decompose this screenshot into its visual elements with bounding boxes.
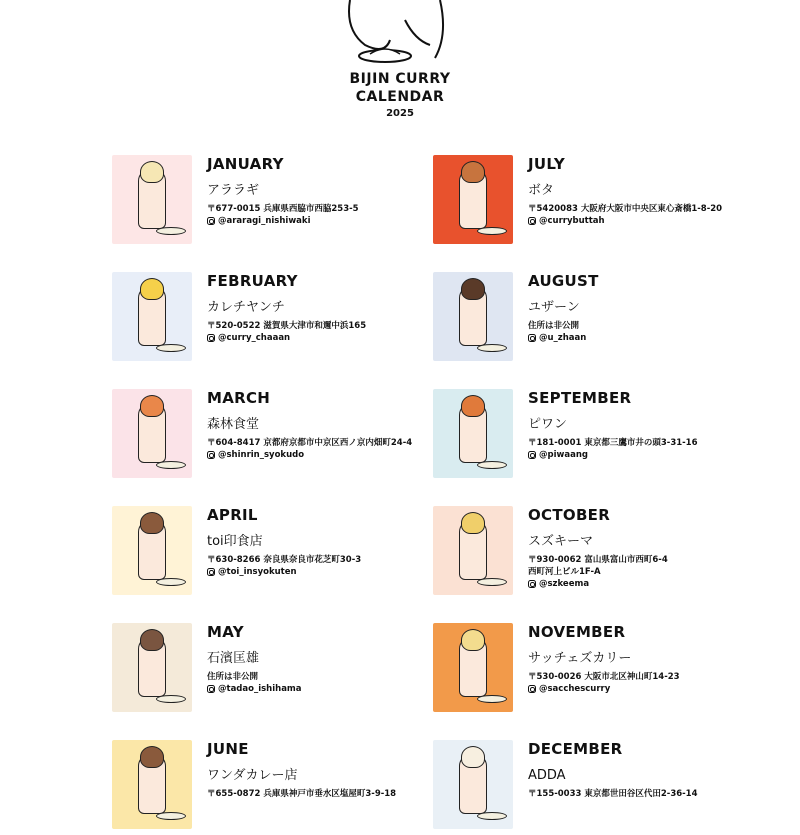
shop-address: 住所は非公開 <box>528 321 580 331</box>
instagram-handle: @curry_chaaan <box>218 333 291 343</box>
shop-address: 〒530-0026 大阪市北区神山町14-23 <box>528 672 680 682</box>
calendar-entry-june <box>112 740 442 835</box>
month-illustration <box>112 389 192 478</box>
instagram-icon <box>528 451 536 459</box>
month-illustration <box>112 506 192 595</box>
figure-hair <box>140 629 164 651</box>
shop-name: 森林食堂 <box>207 417 260 432</box>
month-illustration <box>433 272 513 361</box>
instagram-handle: @shinrin_syokudo <box>218 450 305 460</box>
month-name: MAY <box>207 623 244 641</box>
curry-plate <box>156 344 186 352</box>
shop-address: 〒155-0033 東京都世田谷区代田2-36-14 <box>528 789 698 799</box>
month-name: JANUARY <box>207 155 284 173</box>
calendar-entry-january <box>112 155 442 250</box>
instagram-icon <box>207 217 215 225</box>
bijin-curry-logo-illustration <box>330 0 470 70</box>
month-illustration <box>433 506 513 595</box>
month-name: MARCH <box>207 389 271 407</box>
calendar-entry-april <box>112 506 442 601</box>
instagram-icon <box>207 568 215 576</box>
shop-name: toi印食店 <box>207 534 263 549</box>
brand-title-line1: BIJIN CURRY <box>349 71 451 87</box>
calendar-entry-february <box>112 272 442 367</box>
shop-name: ユザーン <box>528 300 580 315</box>
calendar-entry-march <box>112 389 442 484</box>
shop-name: サッチェズカリー <box>528 651 632 666</box>
shop-name: ボタ <box>528 183 555 198</box>
figure-hair <box>461 512 485 534</box>
month-illustration <box>433 740 513 829</box>
shop-name: アララギ <box>207 183 260 198</box>
month-name: FEBRUARY <box>207 272 298 290</box>
shop-address: 〒520-0522 滋賀県大津市和邇中浜165 <box>207 321 367 331</box>
figure-hair <box>461 278 485 300</box>
month-illustration <box>433 389 513 478</box>
instagram-icon <box>207 685 215 693</box>
shop-address: 〒5420083 大阪府大阪市中央区東心斎橋1-8-20 <box>528 204 723 214</box>
instagram-icon <box>528 685 536 693</box>
month-name: AUGUST <box>528 272 599 290</box>
instagram-icon <box>207 451 215 459</box>
figure-hair <box>140 395 164 417</box>
instagram-handle: @currybuttah <box>539 216 605 226</box>
month-name: JULY <box>528 155 566 173</box>
shop-address: 〒930-0062 富山県富山市西町6-4 <box>528 555 668 565</box>
instagram-handle: @u_zhaan <box>539 333 587 343</box>
instagram-icon <box>528 217 536 225</box>
month-illustration <box>433 155 513 244</box>
shop-address: 〒655-0872 兵庫県神戸市垂水区塩屋町3-9-18 <box>207 789 397 799</box>
shop-address: 〒677-0015 兵庫県西脇市西脇253-5 <box>207 204 359 214</box>
curry-plate <box>156 461 186 469</box>
instagram-icon <box>207 334 215 342</box>
instagram-link[interactable] <box>528 215 722 227</box>
shop-name: スズキーマ <box>528 534 594 549</box>
month-name: JUNE <box>207 740 249 758</box>
shop-address: 住所は非公開 <box>207 672 259 682</box>
figure-hair <box>461 395 485 417</box>
instagram-link[interactable] <box>528 683 680 695</box>
instagram-link[interactable] <box>528 578 668 590</box>
calendar-entry-may <box>112 623 442 718</box>
calendar-entry-november <box>433 623 763 718</box>
month-illustration <box>112 272 192 361</box>
month-illustration <box>112 155 192 244</box>
instagram-link[interactable] <box>528 449 698 461</box>
brand-year: 2025 <box>386 108 414 119</box>
month-name: SEPTEMBER <box>528 389 632 407</box>
curry-plate <box>477 344 507 352</box>
month-name: DECEMBER <box>528 740 623 758</box>
shop-address: 〒630-8266 奈良県奈良市花芝町30-3 <box>207 555 362 565</box>
instagram-link[interactable] <box>207 566 361 578</box>
shop-name: ADDA <box>528 768 566 783</box>
shop-name: カレチヤンチ <box>207 300 285 315</box>
brand-title-line2: CALENDAR <box>355 89 445 105</box>
figure-hair <box>461 746 485 768</box>
month-name: OCTOBER <box>528 506 611 524</box>
instagram-handle: @araragi_nishiwaki <box>218 216 311 226</box>
curry-plate <box>156 227 186 235</box>
instagram-link[interactable] <box>207 683 302 695</box>
instagram-link[interactable] <box>528 332 599 344</box>
month-name: NOVEMBER <box>528 623 626 641</box>
calendar-entry-december <box>433 740 763 835</box>
instagram-handle: @piwaang <box>539 450 588 460</box>
figure-hair <box>140 746 164 768</box>
curry-plate <box>477 695 507 703</box>
calendar-entry-july <box>433 155 763 250</box>
curry-plate <box>477 461 507 469</box>
curry-plate <box>156 812 186 820</box>
month-illustration <box>433 623 513 712</box>
figure-hair <box>461 629 485 651</box>
shop-address-line2: 西町河上ビル1F-A <box>528 567 601 577</box>
curry-plate <box>477 578 507 586</box>
calendar-entry-august <box>433 272 763 367</box>
shop-name: ピワン <box>528 417 568 432</box>
shop-name: 石濱匡雄 <box>207 651 260 666</box>
curry-plate <box>477 227 507 235</box>
shop-address: 〒181-0001 東京都三鷹市井の頭3-31-16 <box>528 438 698 448</box>
instagram-icon <box>528 580 536 588</box>
curry-plate <box>156 578 186 586</box>
instagram-handle: @toi_insyokuten <box>218 567 297 577</box>
figure-hair <box>461 161 485 183</box>
instagram-handle: @sacchescurry <box>539 684 611 694</box>
instagram-handle: @szkeema <box>539 579 590 589</box>
figure-hair <box>140 512 164 534</box>
instagram-handle: @tadao_ishihama <box>218 684 302 694</box>
figure-hair <box>140 278 164 300</box>
instagram-icon <box>528 334 536 342</box>
month-name: APRIL <box>207 506 258 524</box>
curry-plate <box>477 812 507 820</box>
month-illustration <box>112 623 192 712</box>
instagram-link[interactable] <box>207 332 366 344</box>
curry-plate <box>156 695 186 703</box>
calendar-entry-october <box>433 506 763 601</box>
instagram-link[interactable] <box>207 215 359 227</box>
calendar-entry-september <box>433 389 763 484</box>
instagram-link[interactable] <box>207 449 412 461</box>
month-illustration <box>112 740 192 829</box>
figure-hair <box>140 161 164 183</box>
shop-name: ワンダカレー店 <box>207 768 298 783</box>
shop-address: 〒604-8417 京都府京都市中京区西ノ京内畑町24-4 <box>207 438 413 448</box>
